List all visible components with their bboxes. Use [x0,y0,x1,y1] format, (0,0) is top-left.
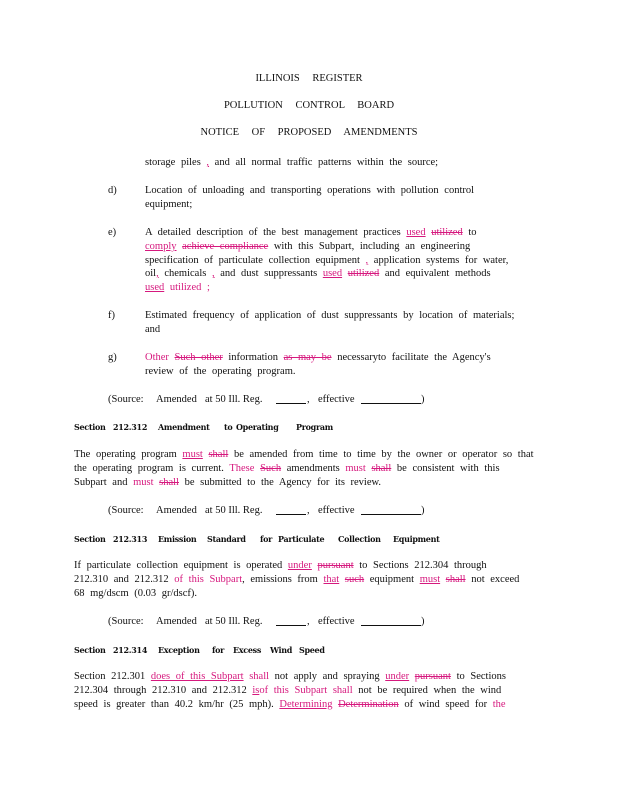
heading-word: 212.312 [113,422,148,432]
heading-word: Equipment [393,534,440,544]
heading-word: Emission [158,534,197,544]
item-e-line1: A detailed description of the best management practices used utilized to [145,227,477,238]
effective-blank [361,505,421,515]
notice-title: NOTICE OF PROPOSED AMENDMENTS [200,127,418,138]
source-effective: effective [318,505,355,516]
item-d-line2: equipment; [145,199,193,210]
heading-word: Amendment [158,422,210,432]
heading-word: for [260,534,273,544]
section-212-314-heading [0,645,618,657]
board-title: POLLUTION CONTROL BOARD [223,100,395,111]
heading-word: for [212,645,225,655]
effective-blank [361,616,421,626]
storage-line: storage piles , and all normal traffic patterns within the source; [145,157,439,168]
item-e-line3: specification of particulate collection equipment , application systems for water, [145,255,509,266]
item-e-line2: comply achieve compliance with this Subpart, including an engineering [145,241,471,252]
s313-line1: If particulate collection equipment is operated under pursuant to Sections 212.304 through [74,560,487,571]
section-212-313-heading [0,534,618,546]
source-open: (Source: [108,616,144,627]
s314-line3: speed is greater than 40.2 km/hr (25 mph). Determining Determination of wind speed for the [74,699,506,710]
item-e-label: e) [108,227,117,238]
reg-blank [276,505,306,515]
heading-word: Operating [236,422,279,432]
source-comma: , [307,505,310,516]
source-amended: Amended [156,616,197,627]
source-close: ) [421,616,425,627]
source-amended: Amended [156,505,197,516]
s313-line3: 68 mg/dscm (0.03 gr/dscf). [74,588,198,599]
heading-word: to [224,422,233,432]
source-amended: Amended [156,394,197,405]
source-note [0,616,618,632]
source-effective: effective [318,394,355,405]
heading-word: Collection [338,534,381,544]
item-f-label: f) [108,310,115,321]
register-title: ILLINOIS REGISTER [255,73,363,84]
source-open: (Source: [108,505,144,516]
source-comma: , [307,394,310,405]
heading-word: Standard [207,534,246,544]
effective-blank [361,394,421,404]
s314-line2: 212.304 through 212.310 and 212.312 isof this Subpart shall not be required when the wind [74,685,502,696]
s312-line1: The operating program must shall be amended from time to time by the owner or operator so that [74,449,534,460]
source-close: ) [421,505,425,516]
s314-line1: Section 212.301 does of this Subpart shall not apply and spraying under pursuant to Sections [74,671,506,682]
source-reg: at 50 Ill. Reg. [205,394,263,405]
heading-word: Section [74,422,106,432]
source-reg: at 50 Ill. Reg. [205,505,263,516]
s313-line2: 212.310 and 212.312 of this Subpart, emissions from that such equipment must shall not exceed [74,574,520,585]
source-note [0,394,618,410]
heading-word: Particulate [278,534,325,544]
s312-line2: the operating program is current. These Such amendments must shall be consistent with this [74,463,500,474]
s312-line3: Subpart and must shall be submitted to the Agency for its review. [74,477,382,488]
heading-word: Exception [158,645,200,655]
heading-word: 212.313 [113,534,148,544]
source-comma: , [307,616,310,627]
source-note [0,505,618,521]
source-effective: effective [318,616,355,627]
item-d-label: d) [108,185,117,196]
item-d-line1: Location of unloading and transporting operations with pollution control [145,185,475,196]
source-open: (Source: [108,394,144,405]
heading-word: Speed [299,645,325,655]
item-g-line1: Other Such other information as may be necessaryto facilitate the Agency's [145,352,491,363]
item-f-line1: Estimated frequency of application of dust suppressants by location of materials; [145,310,515,321]
source-close: ) [421,394,425,405]
source-reg: at 50 Ill. Reg. [205,616,263,627]
section-212-312-heading [0,422,618,434]
item-e-line5: used utilized ; [145,282,210,293]
reg-blank [276,394,306,404]
item-f-line2: and [145,324,161,335]
heading-word: Excess [233,645,262,655]
reg-blank [276,616,306,626]
heading-word: Program [296,422,333,432]
heading-word: Section [74,534,106,544]
item-e-line4: oil, chemicals , and dust suppressants used utilized and equivalent methods [145,268,491,279]
item-g-line2: review of the operating program. [145,366,296,377]
heading-word: Section [74,645,106,655]
heading-word: 212.314 [113,645,148,655]
item-g-label: g) [108,352,117,363]
heading-word: Wind [270,645,293,655]
